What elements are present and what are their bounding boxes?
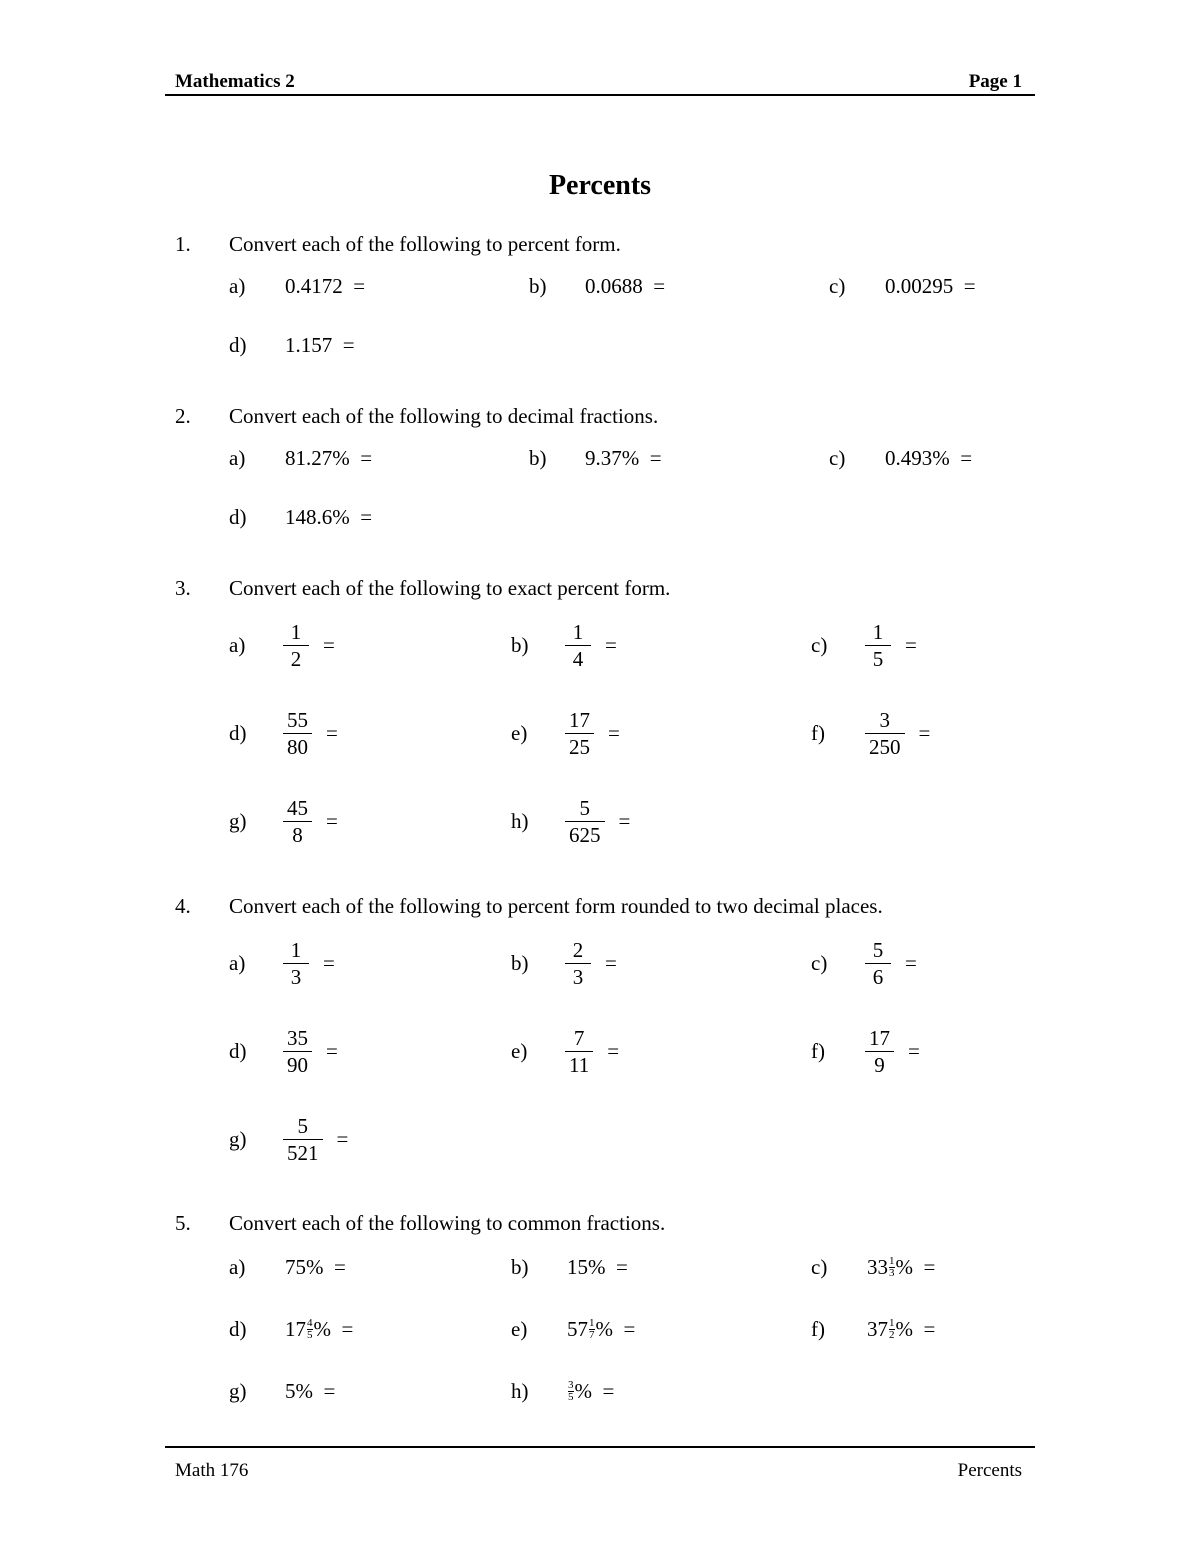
q5-item-d xyxy=(229,1317,353,1342)
small-fraction xyxy=(589,1318,595,1341)
item-label: a) xyxy=(229,633,246,657)
numerator: 5 xyxy=(872,938,884,962)
q4-item-e xyxy=(511,1025,619,1078)
small-numerator: 1 xyxy=(889,1255,895,1267)
q5-item-a xyxy=(229,1255,346,1280)
denominator: 4 xyxy=(565,645,591,672)
numerator: 45 xyxy=(287,796,308,820)
numerator: 17 xyxy=(569,708,590,732)
item-tail: % = xyxy=(595,1317,636,1341)
fraction xyxy=(567,619,589,672)
item-label: g) xyxy=(229,809,247,833)
item-label: g) xyxy=(229,1379,247,1403)
question-1-number: 1. xyxy=(175,232,191,256)
item-label: f) xyxy=(811,1317,825,1341)
q4-item-b xyxy=(511,937,617,990)
fraction xyxy=(567,937,589,990)
q5-item-b xyxy=(511,1255,628,1280)
denominator: 25 xyxy=(565,733,594,760)
equals-sign: = xyxy=(605,951,617,975)
item-value: 0.00295 = xyxy=(885,274,976,298)
item-label: h) xyxy=(511,809,529,833)
small-fraction xyxy=(568,1380,574,1403)
item-label: d) xyxy=(229,721,247,745)
item-value: 0.0688 = xyxy=(585,274,666,298)
q3-item-e xyxy=(511,707,620,760)
equals-sign: = xyxy=(905,951,917,975)
item-label: d) xyxy=(229,333,247,357)
small-fraction xyxy=(889,1318,895,1341)
fraction xyxy=(867,1025,892,1078)
numerator: 1 xyxy=(872,620,884,644)
q2-item-d xyxy=(229,505,372,530)
equals-sign: = xyxy=(905,633,917,657)
q2-item-b xyxy=(529,446,662,471)
question-4-text: Convert each of the following to percent form rounded to two decimal places. xyxy=(229,894,883,918)
item-value: 75% = xyxy=(285,1255,346,1279)
mixed-whole: 37 xyxy=(867,1317,888,1341)
item-label: c) xyxy=(811,633,828,657)
numerator: 7 xyxy=(573,1026,585,1050)
item-value: 1.157 = xyxy=(285,333,355,357)
denominator: 250 xyxy=(865,733,905,760)
fraction xyxy=(567,707,592,760)
fraction xyxy=(567,1025,591,1078)
page-title: Percents xyxy=(548,170,652,201)
numerator: 17 xyxy=(869,1026,890,1050)
item-label: c) xyxy=(811,951,828,975)
q3-item-a xyxy=(229,619,335,672)
q3-item-c xyxy=(811,619,917,672)
question-3-number: 3. xyxy=(175,576,191,600)
item-label: g) xyxy=(229,1127,247,1151)
equals-sign: = xyxy=(326,809,338,833)
numerator: 35 xyxy=(287,1026,308,1050)
header-course: Mathematics 2 xyxy=(175,71,295,92)
q1-item-d xyxy=(229,333,355,358)
q3-item-g xyxy=(229,795,338,848)
denominator: 625 xyxy=(565,821,605,848)
question-5-text: Convert each of the following to common fractions. xyxy=(229,1211,666,1235)
fraction xyxy=(867,619,889,672)
fraction xyxy=(867,707,903,760)
mixed-whole: 33 xyxy=(867,1255,888,1279)
denominator: 9 xyxy=(865,1051,894,1078)
q5-item-e xyxy=(511,1317,635,1342)
mixed-whole: 17 xyxy=(285,1317,306,1341)
q4-item-g xyxy=(229,1113,348,1166)
item-value: 148.6% = xyxy=(285,505,373,529)
denominator: 6 xyxy=(865,963,891,990)
equals-sign: = xyxy=(323,951,335,975)
item-label: a) xyxy=(229,951,246,975)
numerator: 5 xyxy=(579,796,590,820)
question-4-number: 4. xyxy=(175,894,191,918)
fraction xyxy=(867,937,889,990)
equals-sign: = xyxy=(336,1127,349,1151)
item-label: d) xyxy=(229,1317,247,1341)
small-fraction xyxy=(889,1256,895,1279)
fraction xyxy=(285,1113,321,1166)
item-value: 9.37% = xyxy=(585,446,662,470)
denominator: 5 xyxy=(865,645,891,672)
denominator: 8 xyxy=(283,821,312,848)
q1-item-c xyxy=(829,274,976,299)
q2-item-a xyxy=(229,446,372,471)
item-tail: % = xyxy=(313,1317,354,1341)
item-label: e) xyxy=(511,721,528,745)
q1-item-b xyxy=(529,274,665,299)
item-value: 0.4172 = xyxy=(285,274,366,298)
q4-item-f xyxy=(811,1025,920,1078)
mixed-whole: 57 xyxy=(567,1317,588,1341)
question-2-number: 2. xyxy=(175,404,191,428)
fraction xyxy=(567,795,603,848)
numerator: 5 xyxy=(297,1114,308,1138)
small-denominator: 3 xyxy=(889,1267,895,1279)
question-1-text: Convert each of the following to percent form. xyxy=(229,232,621,256)
fraction xyxy=(285,1025,310,1078)
q5-item-f xyxy=(811,1317,935,1342)
small-denominator: 5 xyxy=(568,1391,574,1403)
equals-sign: = xyxy=(607,1039,620,1063)
q4-item-c xyxy=(811,937,917,990)
question-5-number: 5. xyxy=(175,1211,191,1235)
item-label: b) xyxy=(511,1255,529,1279)
denominator: 3 xyxy=(565,963,591,990)
small-numerator: 1 xyxy=(889,1317,895,1329)
item-label: b) xyxy=(511,951,529,975)
footer-topic: Percents xyxy=(957,1460,1022,1481)
footer-rule xyxy=(165,1446,1035,1448)
small-denominator: 5 xyxy=(307,1329,313,1341)
q4-item-a xyxy=(229,937,335,990)
denominator: 521 xyxy=(283,1139,323,1166)
item-label: e) xyxy=(511,1039,528,1063)
item-label: a) xyxy=(229,446,246,470)
item-label: b) xyxy=(529,274,547,298)
equals-sign: = xyxy=(323,633,335,657)
equals-sign: = xyxy=(605,633,617,657)
fraction xyxy=(285,937,307,990)
header-page: Page 1 xyxy=(968,71,1022,92)
footer-course: Math 176 xyxy=(175,1460,249,1481)
header-rule xyxy=(165,94,1035,96)
question-2-text: Convert each of the following to decimal fractions. xyxy=(229,404,659,428)
item-label: a) xyxy=(229,274,246,298)
small-numerator: 3 xyxy=(568,1379,574,1391)
numerator: 2 xyxy=(572,938,584,962)
item-value: 15% = xyxy=(567,1255,628,1279)
item-value: 0.493% = xyxy=(885,446,973,470)
denominator: 11 xyxy=(565,1051,593,1078)
fraction xyxy=(285,619,307,672)
numerator: 55 xyxy=(287,708,308,732)
q3-item-f xyxy=(811,707,930,760)
fraction xyxy=(285,795,310,848)
numerator: 3 xyxy=(879,708,890,732)
item-label: c) xyxy=(829,446,846,470)
q2-item-c xyxy=(829,446,972,471)
item-label: b) xyxy=(529,446,547,470)
q3-item-b xyxy=(511,619,617,672)
item-tail: % = xyxy=(574,1379,615,1403)
item-label: b) xyxy=(511,633,529,657)
denominator: 80 xyxy=(283,733,312,760)
question-3-text: Convert each of the following to exact percent form. xyxy=(229,576,671,600)
item-label: d) xyxy=(229,1039,247,1063)
small-fraction xyxy=(307,1318,313,1341)
denominator: 90 xyxy=(283,1051,312,1078)
equals-sign: = xyxy=(608,721,620,745)
small-numerator: 1 xyxy=(589,1317,595,1329)
item-label: f) xyxy=(811,1039,825,1063)
item-label: c) xyxy=(811,1255,828,1279)
fraction xyxy=(285,707,310,760)
numerator: 1 xyxy=(290,938,302,962)
item-tail: % = xyxy=(895,1317,936,1341)
q5-item-c xyxy=(811,1255,935,1280)
small-denominator: 7 xyxy=(589,1329,595,1341)
equals-sign: = xyxy=(918,721,931,745)
item-label: c) xyxy=(829,274,846,298)
item-value: 5% = xyxy=(285,1379,336,1403)
item-label: e) xyxy=(511,1317,528,1341)
item-label: f) xyxy=(811,721,825,745)
equals-sign: = xyxy=(326,721,338,745)
small-numerator: 4 xyxy=(307,1317,313,1329)
numerator: 1 xyxy=(290,620,302,644)
q3-item-d xyxy=(229,707,338,760)
q4-item-d xyxy=(229,1025,338,1078)
item-label: a) xyxy=(229,1255,246,1279)
numerator: 1 xyxy=(572,620,584,644)
q5-item-g xyxy=(229,1379,335,1404)
q1-item-a xyxy=(229,274,365,299)
item-tail: % = xyxy=(895,1255,936,1279)
denominator: 2 xyxy=(283,645,309,672)
item-value: 81.27% = xyxy=(285,446,373,470)
equals-sign: = xyxy=(326,1039,338,1063)
small-denominator: 2 xyxy=(889,1329,895,1341)
q3-item-h xyxy=(511,795,630,848)
item-label: h) xyxy=(511,1379,529,1403)
equals-sign: = xyxy=(618,809,631,833)
item-label: d) xyxy=(229,505,247,529)
q5-item-h xyxy=(511,1379,614,1404)
denominator: 3 xyxy=(283,963,309,990)
equals-sign: = xyxy=(908,1039,920,1063)
